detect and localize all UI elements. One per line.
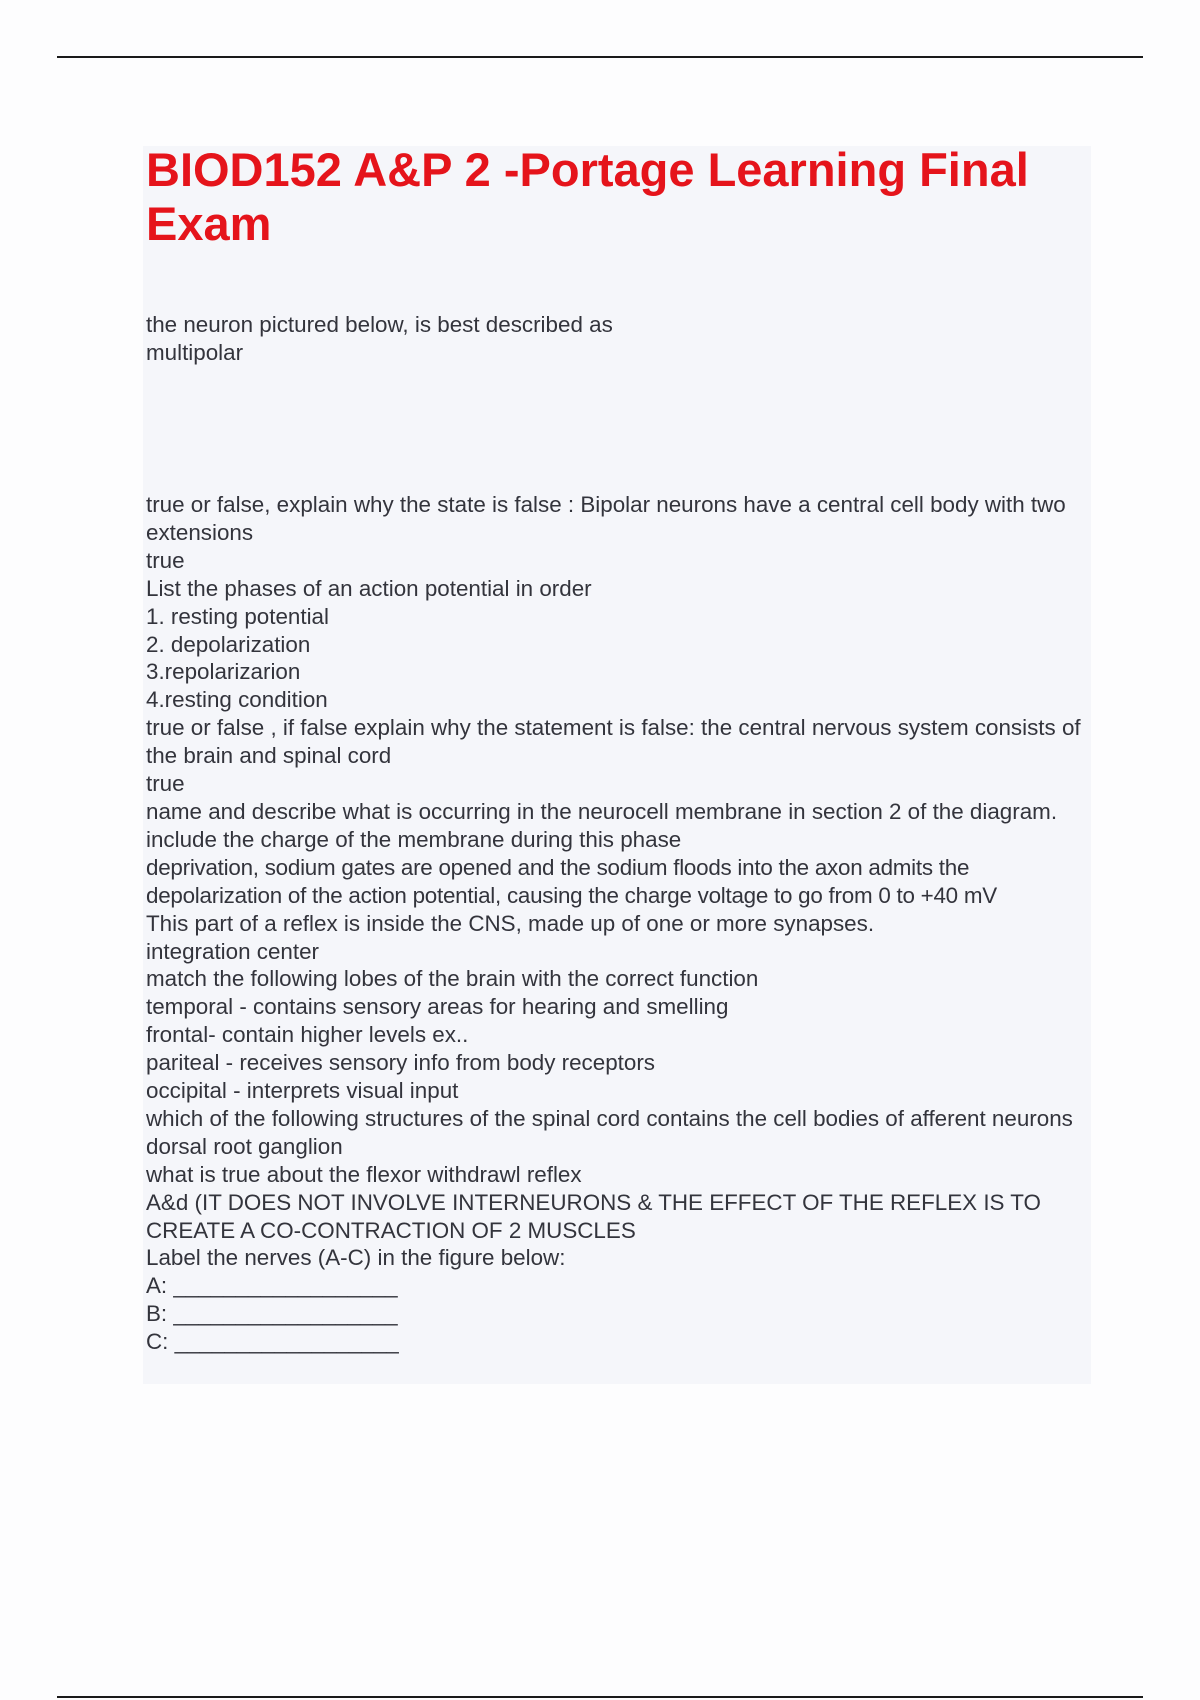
blank-answer-line: A: __________________ bbox=[146, 1273, 398, 1299]
list-item: occipital - interprets visual input bbox=[146, 1078, 459, 1104]
blank-answer-line: C: __________________ bbox=[146, 1329, 399, 1355]
question-line: match the following lobes of the brain with the correct function bbox=[146, 966, 759, 992]
blank-answer-line: B: __________________ bbox=[146, 1301, 398, 1327]
list-item: frontal- contain higher levels ex.. bbox=[146, 1022, 469, 1048]
question-line: Label the nerves (A-C) in the figure below: bbox=[146, 1245, 566, 1271]
list-item: temporal - contains sensory areas for hearing and smelling bbox=[146, 994, 729, 1020]
footer-rule bbox=[57, 1696, 1143, 1698]
answer-line: true bbox=[146, 771, 185, 797]
question-line: true or false, explain why the state is false : Bipolar neurons have a central cell body with two extensions bbox=[146, 492, 1066, 545]
first-question-block bbox=[146, 311, 1096, 367]
question-line: which of the following structures of the spinal cord contains the cell bodies of afferent neurons bbox=[146, 1105, 1073, 1131]
question-list bbox=[146, 491, 1096, 1356]
question-line: name and describe what is occurring in the neurocell membrane in section 2 of the diagram. include the charge of the membrane during this phase bbox=[146, 798, 1058, 852]
answer-line: A&d (IT DOES NOT INVOLVE INTERNEURONS & THE EFFECT OF THE REFLEX IS TO CREATE A CO-CONTRACTION OF 2 MUSCLES bbox=[146, 1189, 1041, 1243]
list-item: pariteal - receives sensory info from body receptors bbox=[146, 1050, 655, 1076]
list-item: 1. resting potential bbox=[146, 603, 329, 629]
header-rule bbox=[57, 56, 1143, 58]
question-line: List the phases of an action potential in order bbox=[146, 575, 592, 601]
answer-line: integration center bbox=[146, 938, 320, 964]
answer-line: deprivation, sodium gates are opened and the sodium floods into the axon admits the depolarization of the action potential, causing the charge voltage to go from 0 to +40 mV bbox=[146, 854, 997, 908]
list-item: 2. depolarization bbox=[146, 631, 311, 657]
answer-line: multipolar bbox=[146, 339, 244, 365]
answer-line: dorsal root ganglion bbox=[146, 1133, 343, 1159]
list-item: 3.repolarizarion bbox=[146, 659, 301, 685]
question-line: This part of a reflex is inside the CNS, made up of one or more synapses. bbox=[146, 910, 875, 936]
question-line: true or false , if false explain why the statement is false: the central nervous system consists of the brain and spinal cord bbox=[146, 715, 1081, 769]
question-line: what is true about the flexor withdrawl reflex bbox=[146, 1161, 582, 1187]
list-item: 4.resting condition bbox=[146, 687, 328, 713]
question-line: the neuron pictured below, is best described as bbox=[146, 312, 613, 337]
page-title: BIOD152 A&P 2 -Portage Learning Final Exam bbox=[146, 143, 1029, 250]
answer-line: true bbox=[146, 547, 185, 573]
